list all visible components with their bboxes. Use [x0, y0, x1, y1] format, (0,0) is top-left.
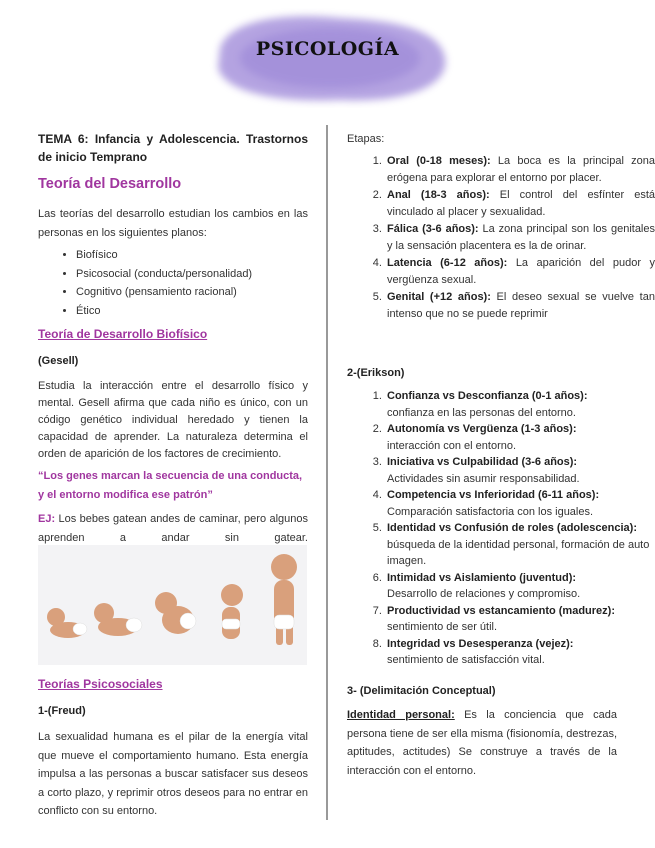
list-item — [385, 255, 655, 289]
freud-stages-list — [347, 153, 655, 323]
list-item — [385, 487, 655, 520]
list-item — [385, 520, 655, 570]
stage-desc: confianza en las personas del entorno. — [387, 406, 576, 419]
stage-title: Anal (18-3 años): — [387, 189, 490, 201]
etapas-label: Etapas: — [347, 133, 385, 145]
stage-title: Confianza vs Desconfianza (0-1 años): — [387, 390, 588, 402]
stage-title: Genital (+12 años): — [387, 291, 491, 303]
freud-label: 1-(Freud) — [38, 705, 86, 717]
stage-desc: La boca es la principal zona erógena para explorar el entorno por placer. — [387, 155, 655, 184]
stage-title: Identidad vs Confusión de roles (adolescencia): — [387, 522, 637, 534]
genes-quote: “Los genes marcan la secuencia de una conducta, y el entorno modifica ese patrón” — [38, 470, 303, 501]
freud-paragraph: La sexualidad humana es el pilar de la energía vital que mueve el comportamiento humano. Esta energía impulsa a las personas a buscar satisfacer sus deseos a corto plazo, y reprimir otros deseos para no entrar en conflicto con su entorno. — [38, 731, 308, 817]
stage-desc: El control del esfínter está vinculado al placer y sexualidad. — [387, 189, 655, 218]
list-item — [385, 570, 655, 603]
identidad-paragraph — [347, 706, 617, 780]
section-heading-psicosociales: Teorías Psicosociales — [38, 677, 163, 691]
stage-desc: sentimiento de ser útil. — [387, 621, 498, 633]
stage-desc: Comparación satisfactoria con los iguales. — [387, 505, 594, 518]
example-label: EJ: — [38, 513, 56, 525]
delimitacion-label: 3- (Delimitación Conceptual) — [347, 685, 496, 697]
list-item — [385, 153, 655, 187]
list-item — [385, 221, 655, 255]
intro-paragraph: Las teorías del desarrollo estudian los cambios en las personas en los siguientes planos: — [38, 208, 308, 239]
stage-title: Intimidad vs Aislamiento (juventud): — [387, 571, 577, 584]
stage-desc: sentimiento de satisfacción vital. — [387, 654, 545, 666]
stage-desc: Desarrollo de relaciones y compromiso. — [387, 588, 581, 600]
list-item — [385, 388, 655, 421]
stage-desc: búsqueda de la identidad personal, formación de auto imagen. — [387, 538, 650, 567]
stage-title: Oral (0-18 meses): — [387, 155, 491, 167]
stage-title: Autonomía vs Vergüenza (1-3 años): — [387, 423, 577, 435]
example-paragraph — [38, 510, 308, 547]
erikson-stages-list — [347, 388, 655, 669]
identidad-label: Identidad personal: — [347, 709, 455, 721]
list-item — [385, 603, 655, 636]
list-item — [385, 636, 655, 669]
list-item: • Biofísico — [76, 246, 308, 265]
gesell-label: (Gesell) — [38, 355, 79, 367]
tema-heading: TEMA 6: Infancia y Adolescencia. Trastornos de inicio Temprano — [38, 132, 308, 164]
stage-title: Fálica (3-6 años): — [387, 223, 479, 235]
list-item — [385, 454, 655, 487]
planos-list — [38, 246, 308, 320]
section-heading-desarrollo: Teoría del Desarrollo — [38, 176, 182, 192]
erikson-label: 2-(Erikson) — [347, 367, 405, 379]
stage-desc: Actividades sin asumir responsabilidad. — [387, 472, 580, 485]
page-title: PSICOLOGÍA — [255, 38, 400, 60]
list-item: • Cognitivo (pensamiento racional) — [76, 283, 308, 302]
gesell-paragraph: Estudia la interacción entre el desarrollo físico y mental. Gesell afirma que cada niño es único, con un código genético individual heredado y tienen la capacidad de aprender. La naturaleza determina el orden de aparición de los factores de crecimiento. — [38, 380, 308, 460]
list-item: • Ético — [76, 302, 308, 321]
stage-desc: La aparición del pudor y vergüenza sexual. — [387, 257, 655, 286]
stage-title: Iniciativa vs Culpabilidad (3-6 años): — [387, 456, 578, 468]
example-text: Los bebes gatean andes de caminar, pero algunos aprenden a andar sin gatear. — [38, 513, 308, 544]
list-item — [385, 187, 655, 221]
section-heading-biofisico: Teoría de Desarrollo Biofísico — [38, 327, 208, 341]
stage-title: Latencia (6-12 años): — [387, 257, 508, 269]
list-item — [385, 421, 655, 454]
stage-desc: El deseo sexual se vuelve tan intenso que no se puede reprimir — [387, 291, 655, 320]
identidad-text: Es la conciencia que cada persona tiene de ser ella misma (fisionomía, destrezas, aptitudes, actitudes) Se construye a través de la interacción con el entorno. — [347, 709, 617, 777]
stage-desc: La zona principal son los genitales y la sensación placentera es la de orinar. — [387, 223, 655, 252]
stage-desc: interacción con el entorno. — [387, 439, 517, 452]
list-item — [385, 289, 655, 323]
list-item: • Psicosocial (conducta/personalidad) — [76, 265, 308, 284]
stage-title: Productividad vs estancamiento (madurez): — [387, 604, 615, 617]
stage-title: Integridad vs Desesperanza (vejez): — [387, 637, 574, 650]
column-divider — [326, 125, 328, 820]
crawling-babies-image — [38, 545, 307, 665]
stage-title: Competencia vs Inferioridad (6-11 años): — [387, 489, 600, 501]
